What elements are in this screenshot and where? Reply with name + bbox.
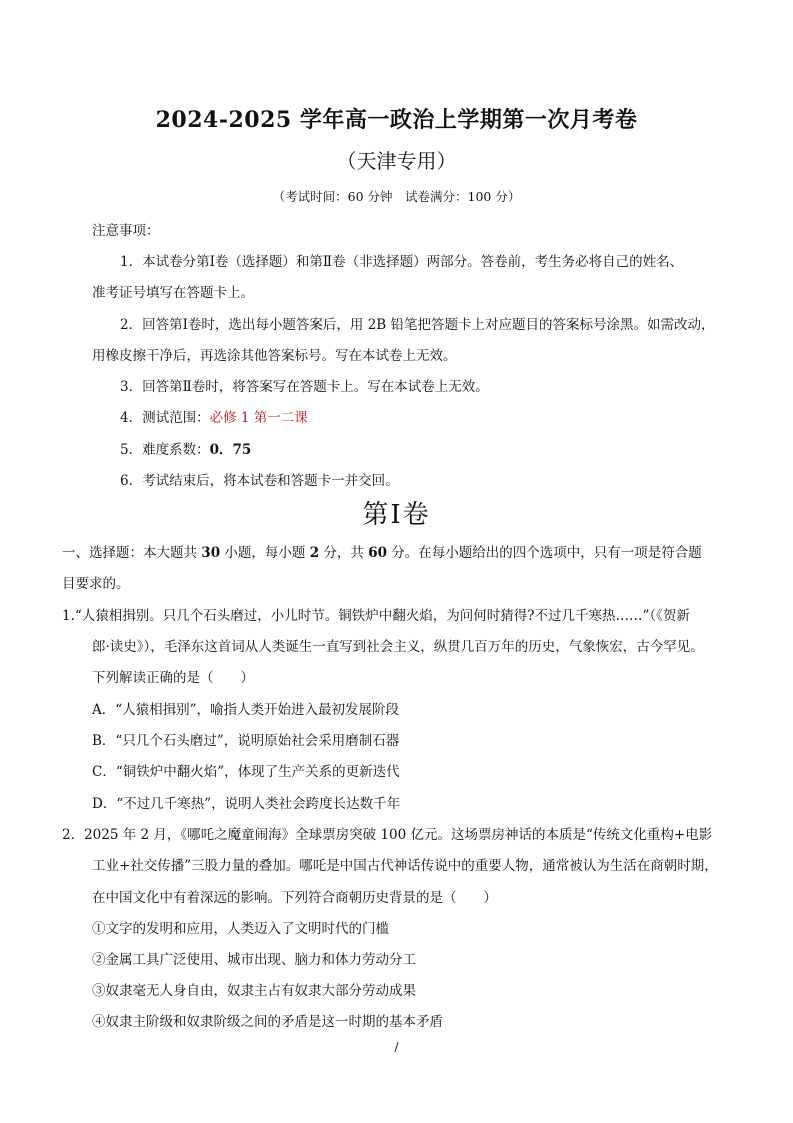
- notice-item-4: [120, 406, 308, 426]
- instr-text: 小题，每小题: [220, 545, 310, 561]
- q2-option-3: ③奴隶毫无人身自由，奴隶主占有奴隶大部分劳动成果: [92, 983, 416, 999]
- instructions-line-2: 目要求的。: [62, 576, 130, 592]
- instr-points-each: 2: [309, 545, 320, 561]
- notice-item-4-label: 4．测试范围：: [120, 410, 210, 426]
- q2-option-2: ②金属工具广泛使用、城市出现、脑力和体力劳动分工: [92, 952, 416, 968]
- q2-stem-line-3: 在中国文化中有着深远的影响。下列符合商朝历史背景的是（ ）: [92, 890, 497, 906]
- notice-item-2-cont: 用橡皮擦干净后，再选涂其他答案标号。写在本试卷上无效。: [92, 348, 457, 364]
- instructions-line-1: [62, 541, 702, 561]
- q1-stem-line-2: 郎·读史》），毛泽东这首词从人类诞生一直写到社会主义，纵贯几百万年的历史，气象恢宏，古今罕见。: [92, 639, 704, 655]
- page-number: /: [394, 1040, 399, 1054]
- notice-item-5-label: 5．难度系数：: [120, 442, 210, 458]
- q2-stem-line-2: 工业+社交传播”三股力量的叠加。哪吒是中国古代神话传说中的重要人物，通常被认为生活在商朝时期，: [92, 858, 718, 874]
- notice-item-2: 2．回答第Ⅰ卷时，选出每小题答案后，用 2B 铅笔把答题卡上对应题目的答案标号涂黑。如需改动，: [120, 317, 715, 333]
- instr-text: 分，共: [319, 545, 369, 561]
- instr-count: 30: [201, 545, 221, 561]
- notice-item-6: 6．考试结束后，将本试卷和答题卡一并交回。: [120, 473, 399, 489]
- notice-item-1: 1．本试卷分第Ⅰ卷（选择题）和第Ⅱ卷（非选择题）两部分。答卷前，考生务必将自己的姓名、: [120, 254, 684, 270]
- q1-option-b: B．“只几个石头磨过”，说明原始社会采用磨制石器: [92, 733, 400, 749]
- notice-item-5: [120, 438, 251, 458]
- notice-item-1-cont: 准考证号填写在答题卡上。: [92, 285, 254, 301]
- instr-text: 分。在每小题给出的四个选项中，只有一项是符合题: [386, 545, 702, 561]
- notice-item-3: 3．回答第Ⅱ卷时，将答案写在答题卡上。写在本试卷上无效。: [120, 379, 489, 395]
- difficulty-value: 0．75: [209, 442, 252, 458]
- notice-heading: 注意事项：: [92, 223, 160, 239]
- q2-option-1: ①文字的发明和应用，人类迈入了文明时代的门槛: [92, 921, 389, 937]
- q1-option-a: A．“人猿相揖别”，喻指人类开始进入最初发展阶段: [92, 702, 400, 718]
- instr-points-total: 60: [368, 545, 387, 561]
- exam-info: （考试时间：60 分钟 试卷满分：100 分）: [272, 189, 521, 204]
- section-title: 第Ⅰ卷: [362, 500, 431, 530]
- page-subtitle: （天津专用）: [336, 149, 457, 173]
- page-title: 2024-2025 学年高一政治上学期第一次月考卷: [155, 107, 638, 133]
- q2-option-4: ④奴隶主阶级和奴隶阶级之间的矛盾是这一时期的基本矛盾: [92, 1014, 443, 1030]
- q1-stem-line-3: 下列解读正确的是（ ）: [92, 670, 254, 686]
- q1-stem-line-1: 1.“人猿相揖别。只几个石头磨过，小儿时节。铜铁炉中翻火焰，为问何时猜得?不过几千寒热……”（《贺新: [62, 608, 690, 624]
- q2-stem-line-1: 2．2025 年 2 月，《哪吒之魔童闹海》全球票房突破 100 亿元。这场票房神话的本质是“传统文化重构+电影: [62, 827, 713, 843]
- q1-option-c: C．“铜铁炉中翻火焰”，体现了生产关系的更新迭代: [92, 764, 400, 780]
- q1-option-d: D．“不过几千寒热”，说明人类社会跨度长达数千年: [92, 796, 401, 812]
- test-scope: 必修 1 第一二课: [209, 410, 308, 426]
- instr-text: 一、选择题：本大题共: [62, 545, 202, 561]
